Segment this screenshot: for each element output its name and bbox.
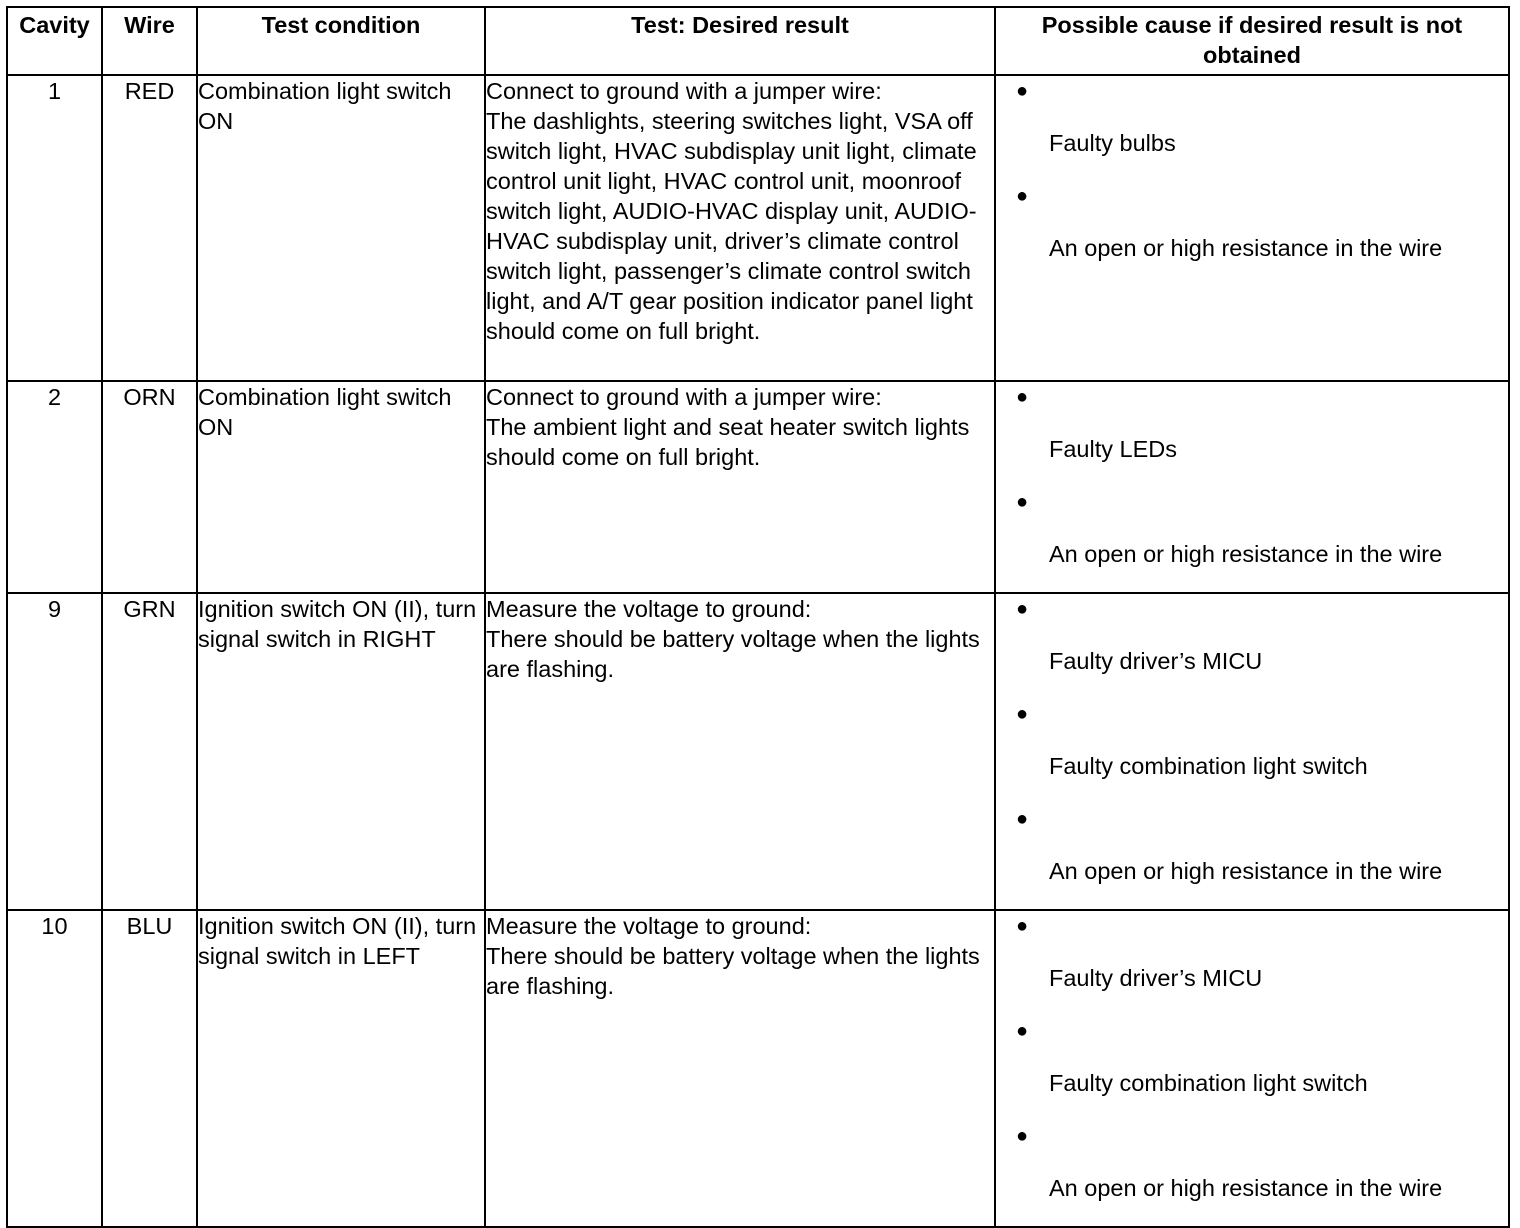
possible-cause-cell [995,381,1509,593]
cause-item [996,911,1508,1016]
cavity-cell: 1 [7,75,102,381]
wire-color-cell: RED [102,75,197,381]
bullet-icon: ● [1016,915,1029,937]
possible-cause-cell [995,910,1509,1227]
circuit-test-table [6,6,1510,1228]
cause-item [996,76,1508,181]
cause-item [996,487,1508,592]
bullet-icon: ● [1016,1125,1029,1147]
header-desired-result: Test: Desired result [485,7,995,75]
possible-cause-cell [995,75,1509,381]
desired-result-intro: Measure the voltage to ground: [486,913,812,939]
desired-result-detail: The ambient light and seat heater switch lights should come on full bright. [486,414,970,470]
cause-text: An open or high resistance in the wire [1049,541,1443,567]
desired-result-cell [485,910,995,1227]
cavity-cell: 9 [7,593,102,910]
test-condition-cell: Combination light switch ON [197,75,485,381]
bullet-icon: ● [1016,185,1029,207]
header-wire: Wire [102,7,197,75]
bullet-icon: ● [1016,1020,1029,1042]
wire-color-cell: ORN [102,381,197,593]
test-condition-cell: Ignition switch ON (II), turn signal switch in LEFT [197,910,485,1227]
header-cavity: Cavity [7,7,102,75]
cause-item [996,1121,1508,1226]
cause-item [996,699,1508,804]
cavity-cell: 2 [7,381,102,593]
cause-text: Faulty combination light switch [1049,1070,1368,1096]
table-row [7,75,1509,381]
desired-result-intro: Measure the voltage to ground: [486,596,812,622]
test-condition-cell: Combination light switch ON [197,381,485,593]
cause-text: An open or high resistance in the wire [1049,1175,1443,1201]
desired-result-intro: Connect to ground with a jumper wire: [486,78,882,104]
bullet-icon: ● [1016,80,1029,102]
cause-text: Faulty driver’s MICU [1049,965,1263,991]
cause-text: Faulty LEDs [1049,436,1177,462]
table-row [7,593,1509,910]
wire-color-cell: GRN [102,593,197,910]
cause-item [996,181,1508,286]
desired-result-detail: The dashlights, steering switches light, VSA off switch light, HVAC subdisplay unit light, climate control unit light, HVAC control unit, moonroof switch light, AUDIO-HVAC display unit, AUDIO-HVAC subdisplay unit, driver’s climate control switch light, passenger’s climate control switch light, and A/T gear position indicator panel light should come on full bright. [486,108,977,344]
wire-color-cell: BLU [102,910,197,1227]
desired-result-detail: There should be battery voltage when the lights are flashing. [486,943,980,999]
bullet-icon: ● [1016,808,1029,830]
cause-item [996,382,1508,487]
desired-result-detail: There should be battery voltage when the lights are flashing. [486,626,980,682]
cause-text: Faulty bulbs [1049,130,1176,156]
bullet-icon: ● [1016,491,1029,513]
desired-result-cell [485,75,995,381]
cause-text: Faulty driver’s MICU [1049,648,1263,674]
cause-text: An open or high resistance in the wire [1049,858,1443,884]
header-row [7,7,1509,75]
cause-item [996,594,1508,699]
cause-text: An open or high resistance in the wire [1049,235,1443,261]
test-condition-cell: Ignition switch ON (II), turn signal switch in RIGHT [197,593,485,910]
table-row [7,910,1509,1227]
bullet-icon: ● [1016,386,1029,408]
desired-result-cell [485,593,995,910]
possible-cause-cell [995,593,1509,910]
desired-result-intro: Connect to ground with a jumper wire: [486,384,882,410]
bullet-icon: ● [1016,703,1029,725]
table-row [7,381,1509,593]
cause-item [996,1016,1508,1121]
cause-item [996,804,1508,909]
cause-text: Faulty combination light switch [1049,753,1368,779]
bullet-icon: ● [1016,598,1029,620]
header-test-condition: Test condition [197,7,485,75]
header-possible-cause: Possible cause if desired result is not obtained [995,7,1509,75]
desired-result-cell [485,381,995,593]
cavity-cell: 10 [7,910,102,1227]
